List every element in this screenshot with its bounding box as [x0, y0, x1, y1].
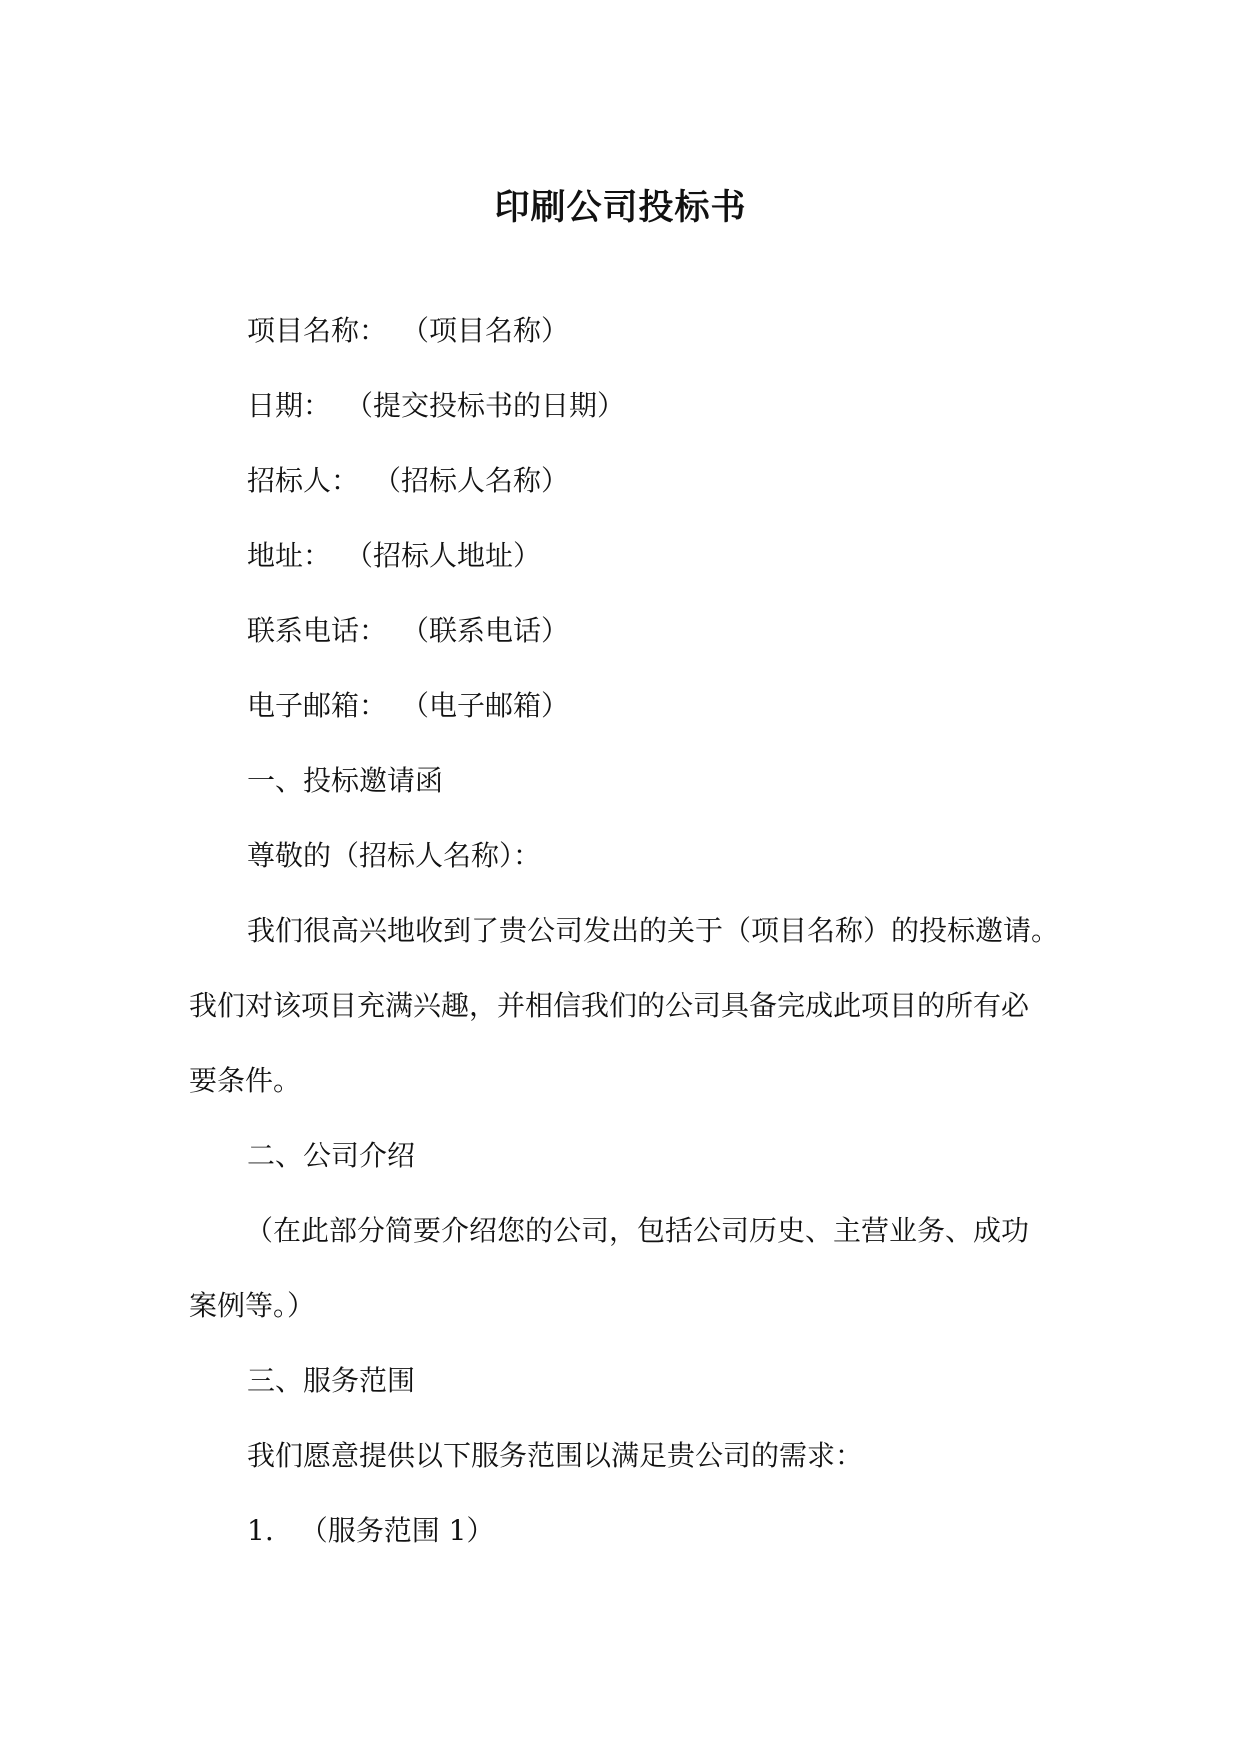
field-email — [247, 686, 569, 726]
field-date — [247, 386, 625, 426]
paragraph-line: 要条件。 — [189, 1064, 302, 1097]
list-item — [247, 1511, 494, 1551]
page-title: 印刷公司投标书 — [494, 187, 747, 228]
salutation: 尊敬的（招标人名称）： — [247, 839, 542, 872]
paragraph-line: 案例等。） — [189, 1289, 316, 1322]
field-value: （电子邮箱） — [401, 689, 570, 722]
field-value: （提交投标书的日期） — [345, 389, 626, 422]
services-intro: 我们愿意提供以下服务范围以满足贵公司的需求： — [247, 1439, 864, 1472]
section-heading-invitation: 一、投标邀请函 — [247, 764, 444, 797]
field-label: 招标人： — [247, 464, 360, 497]
field-project-name — [247, 311, 569, 351]
field-value: （项目名称） — [401, 314, 570, 347]
section-heading-services: 三、服务范围 — [247, 1364, 416, 1397]
field-label: 电子邮箱： — [247, 689, 388, 722]
paragraph-line: （在此部分简要介绍您的公司，包括公司历史、主营业务、成功 — [245, 1214, 1030, 1247]
list-item-text: （服务范围 1） — [299, 1514, 495, 1547]
field-tenderer — [247, 461, 569, 501]
field-value: （联系电话） — [401, 614, 570, 647]
field-value: （招标人地址） — [345, 539, 542, 572]
field-phone — [247, 611, 569, 651]
paragraph-line: 我们很高兴地收到了贵公司发出的关于（项目名称）的投标邀请。 — [247, 914, 1060, 947]
field-label: 地址： — [247, 539, 332, 572]
section-heading-company: 二、公司介绍 — [247, 1139, 416, 1172]
field-label: 联系电话： — [247, 614, 388, 647]
field-value: （招标人名称） — [373, 464, 570, 497]
field-label: 项目名称： — [247, 314, 388, 347]
field-label: 日期： — [247, 389, 332, 422]
paragraph-line: 我们对该项目充满兴趣，并相信我们的公司具备完成此项目的所有必 — [189, 989, 1030, 1022]
list-item-number: 1. — [247, 1514, 274, 1547]
field-address — [247, 536, 541, 576]
